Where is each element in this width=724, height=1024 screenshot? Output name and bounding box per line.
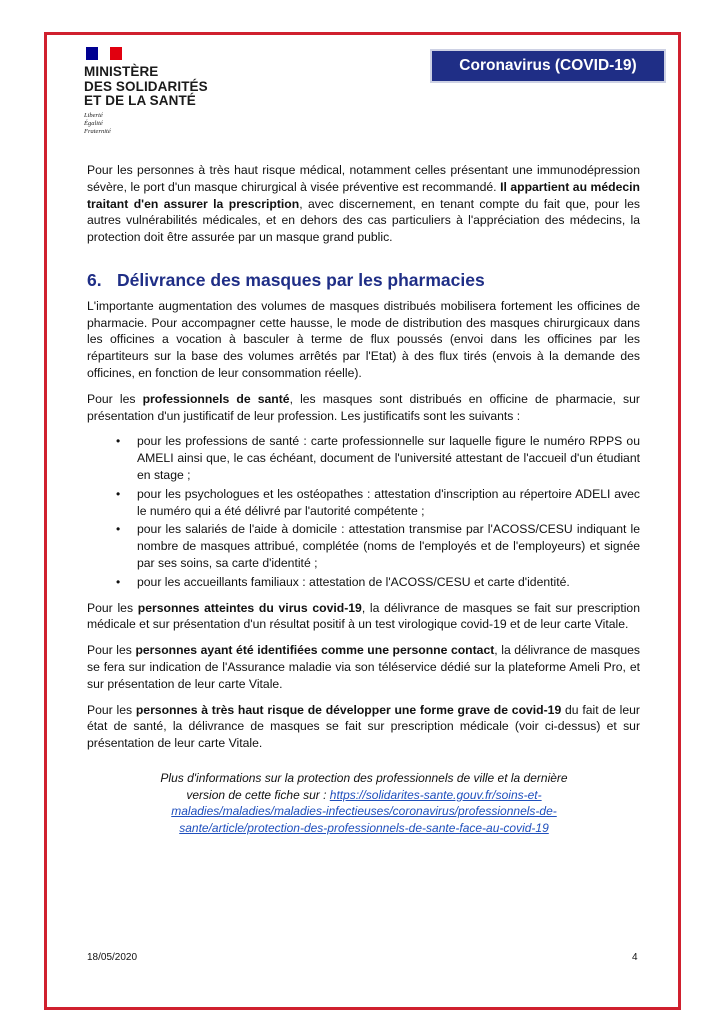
section-number: 6. [87,269,102,290]
more-info-note [150,770,578,836]
page-number: 4 [632,952,638,963]
ministry-line: DES SOLIDARITÉS [84,78,208,94]
motto-line: Égalité [84,119,103,127]
text-run: du fait de leur état de santé, la délivrance de masques se fait sur prescription médicale (voir ci-dessus) et sur présentation de leur carte Vitale. [87,702,640,751]
paragraph [87,391,640,425]
paragraph: L'importante augmentation des volumes de masques distribués mobilisera fortement les officines de pharmacie. Pour accompagner cette hausse, le mode de distribution des masques chirurgicaux dans les officines a vocation à basculer à terme de flux poussés (envoi dans les officines par les répartiteurs sur la base des volumes arrêtés par l'Etat) à des flux tirés (envois à la demande des officines, en fonction de leur consommation réelle). [87,298,640,380]
text-run: Pour les [87,702,136,717]
french-flag-icon [86,47,122,60]
footer-date: 18/05/2020 [87,952,138,963]
list-item: • pour les salariés de l'aide à domicile : attestation transmise par l'ACOSS/CESU indiquant le nombre de masques attribué, complétée (noms de l'employés et de l'employeurs) et signée par ses soins, sa carte d'identité ; [137,521,640,571]
motto-line: Fraternité [84,127,111,135]
text-run: Pour les [87,600,138,615]
bold-text: personnes à très haut risque de développer une forme grave de covid-19 [135,702,562,717]
list-item: • pour les psychologues et les ostéopathes : attestation d'inscription au répertoire ADELI avec le numéro qui a été délivré par l'autorité compétente ; [137,486,640,520]
republic-motto [84,112,208,136]
justificatifs-list [87,433,640,590]
bold-text: personnes atteintes du virus covid-19 [137,600,362,615]
bold-text: personnes ayant été identifiées comme une personne contact [135,643,495,658]
section-heading [87,269,640,290]
ministry-name [84,65,208,109]
list-item: • pour les professions de santé : carte professionnelle sur laquelle figure le numéro RPPS ou AMELI ainsi que, le cas échéant, document de l'université attestant de l'accueil d'un étudiant en stage ; [137,433,640,483]
list-item: • pour les accueillants familiaux : attestation de l'ACOSS/CESU et carte d'identité. [137,574,640,591]
section-title: Délivrance des masques par les pharmacies [117,269,485,290]
text-run: , avec discernement, en tenant compte du fait que, pour les autres vulnérabilités médicales, et en dehors des cas particuliers à l'appréciation des médecins, la protection doit être assurée par un masque grand public. [87,196,641,245]
document-body [87,162,640,761]
more-info-text: Plus d'informations sur la protection des professionnels de ville et la dernière version de cette fiche sur : [160,771,568,802]
paragraph [87,642,640,692]
text-run: , la délivrance de masques se fait sur prescription médicale et sur présentation d'un résultat positif à un test virologique covid-19 et de leur carte Vitale. [87,600,640,632]
ministry-line: ET DE LA SANTÉ [84,93,196,108]
motto-line: Liberté [84,111,103,119]
topic-banner: Coronavirus (COVID-19) [430,49,666,83]
text-run: , la délivrance de masques se fera sur indication de l'Assurance maladie via son téléservice dédié sur la plateforme Ameli Pro, et sur présentation de leur carte Vitale. [87,643,640,691]
bold-text: professionnels de santé [142,391,290,406]
text-run: Pour les [87,643,136,658]
more-info-link[interactable]: https://solidarites-sante.gouv.fr/soins-et-maladies/maladies/maladies-infectieuses/coronavirus/professionnels-de-sante/article/protection-des-professionnels-de-sante-face-au-covid-19 [171,787,557,835]
intro-paragraph [87,162,640,246]
ministry-logo [84,47,208,136]
bold-text: Il appartient au médecin traitant d'en assurer la prescription [87,179,641,211]
paragraph [87,600,640,634]
ministry-line: MINISTÈRE [84,64,159,79]
text-run: , les masques sont distribués en officine de pharmacie, sur présentation d'un justificatif de leur profession. Les justificatifs sont les suivants : [87,391,640,423]
text-run: Pour les personnes à très haut risque médical, notamment celles présentant une immunodépression sévère, le port d'un masque chirurgical à visée préventive est recommandé. [87,163,640,194]
text-run: Pour les [87,391,143,406]
paragraph [87,702,640,752]
